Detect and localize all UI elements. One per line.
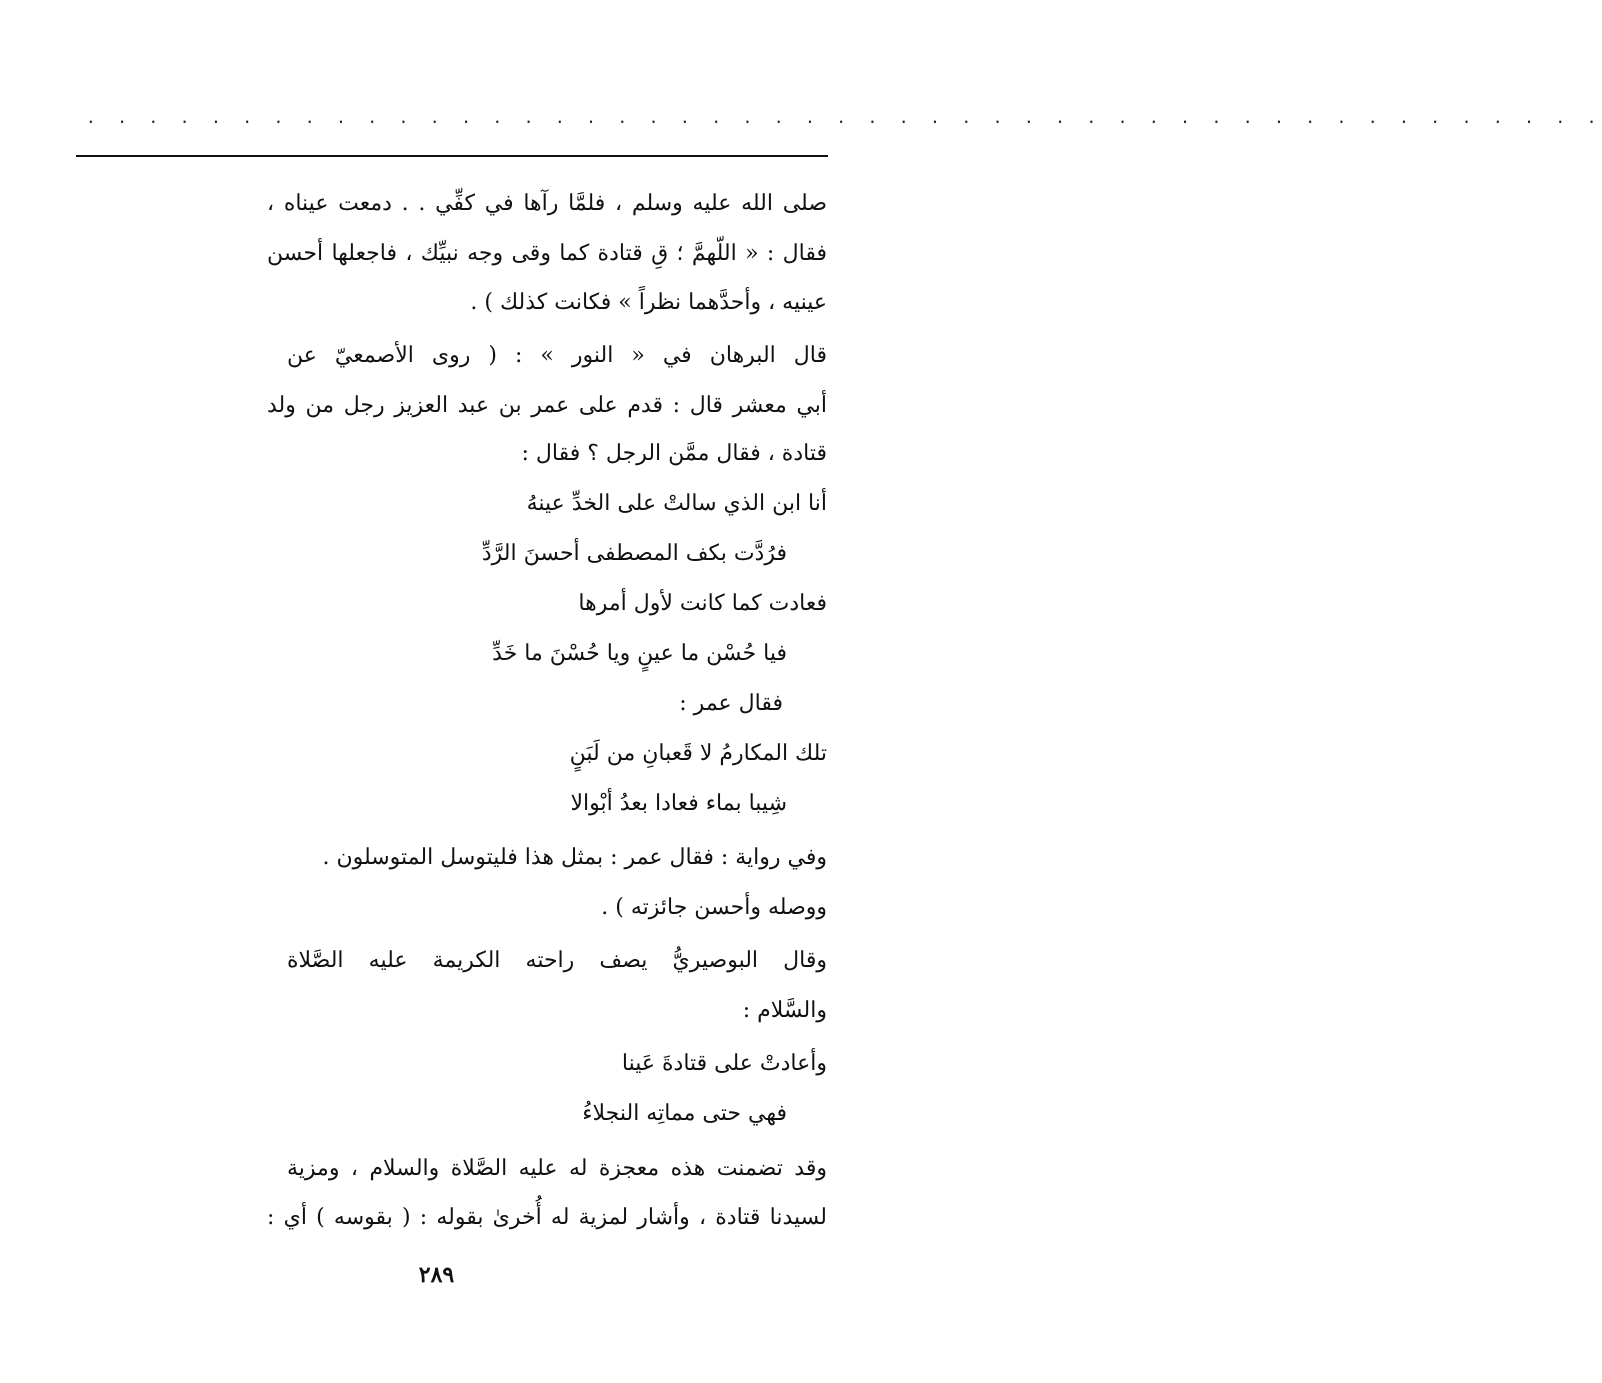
body-line: وفي رواية : فقال عمر : بمثل هذا فليتوسل المتوسلون .: [322, 845, 827, 870]
verse-line: فرُدَّت بكف المصطفى أحسنَ الرَّدِّ: [481, 541, 787, 566]
verse-line: وأعادتْ على قتادةَ عَينا: [621, 1051, 827, 1076]
verse-line: تلك المكارمُ لا قَعبانِ من لَبَنٍ: [569, 741, 827, 766]
body-line: وقد تضمنت هذه معجزة له عليه الصَّلاة والسلام ، ومزية: [287, 1156, 827, 1181]
verse-line: فهي حتى مماتِه النجلاءُ: [582, 1101, 787, 1126]
body-line: وقال البوصيريُّ يصف راحته الكريمة عليه الصَّلاة: [287, 948, 827, 973]
body-line: لسيدنا قتادة ، وأشار لمزية له أُخرىٰ بقوله : ( بقوسه ) أي :: [267, 1205, 827, 1230]
verse-line: شِيبا بماء فعادا بعدُ أبْوالا: [570, 791, 787, 816]
verse-line: فيا حُسْن ما عينٍ ويا حُسْنَ ما خَدِّ: [492, 641, 787, 666]
body-line: فقال : « اللّهمَّ ؛ قِ قتادة كما وقى وجه نبيِّك ، فاجعلها أحسن: [267, 241, 827, 266]
page-number: ٢٨٩: [418, 1262, 455, 1288]
body-line: والسَّلام :: [742, 998, 827, 1023]
header-dotted-leader: . . . . . . . . . . . . . . . . . . . . . . . . . . . . . . . . . . . . . . . . . . . . . . . . .: [86, 108, 1602, 127]
body-line: أبي معشر قال : قدم على عمر بن عبد العزيز رجل من ولد: [267, 393, 827, 418]
body-line: قتادة ، فقال ممَّن الرجل ؟ فقال :: [521, 441, 827, 466]
verse-line: أنا ابن الذي سالتْ على الخدِّ عينهُ: [526, 491, 827, 516]
header-rule: [76, 155, 828, 157]
body-line: صلى الله عليه وسلم ، فلمَّا رآها في كفِّي . . دمعت عيناه ،: [267, 191, 827, 216]
body-line: قال البرهان في « النور » : ( روى الأصمعيّ عن: [287, 343, 827, 368]
body-line: عينيه ، وأحدَّهما نظراً » فكانت كذلك ) .: [470, 290, 827, 315]
body-line: ووصله وأحسن جائزته ) .: [601, 895, 827, 920]
verse-line: فعادت كما كانت لأول أمرها: [578, 591, 827, 616]
body-line: فقال عمر :: [679, 691, 783, 716]
